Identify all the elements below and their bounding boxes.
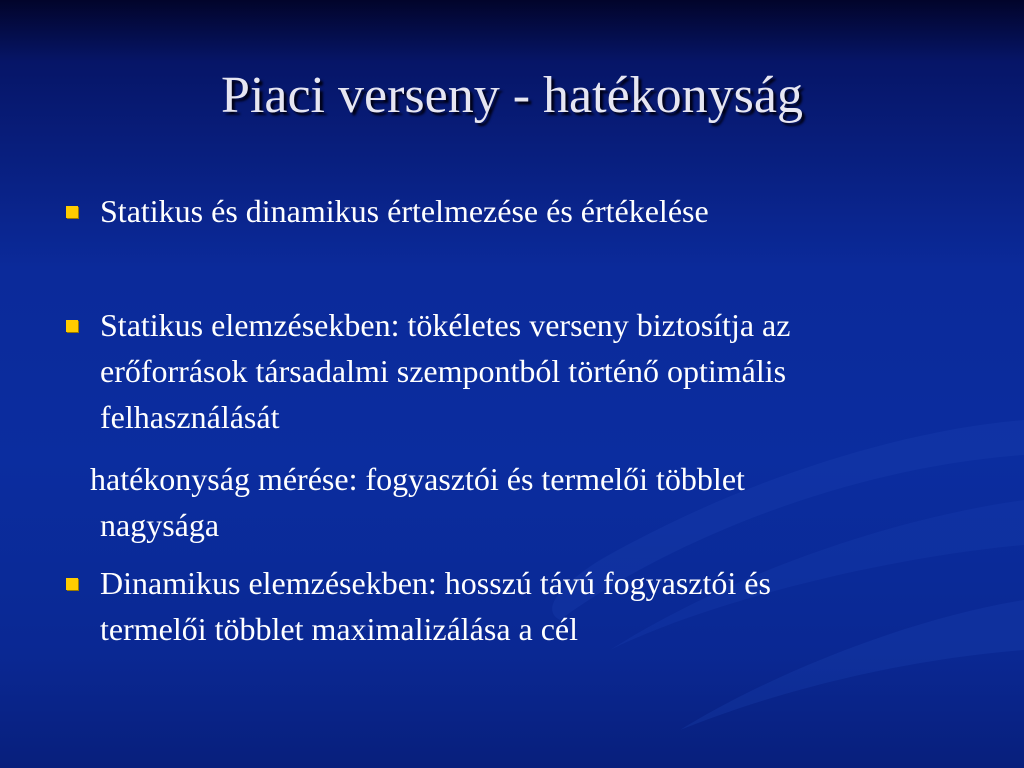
bullet-item-2 [100, 302, 960, 440]
bullet-1-line-1: Statikus és dinamikus értelmezése és értékelése [100, 193, 709, 229]
bullet-3-line-2: termelői többlet maximalizálása a cél [100, 611, 579, 647]
bullet-2-line-2: erőforrások társadalmi szempontból történő optimális [100, 353, 787, 389]
slide-title: Piaci verseny - hatékonyság [221, 67, 803, 124]
bullet-3-line-1: Dinamikus elemzésekben: hosszú távú fogyasztói és [100, 565, 771, 601]
bullet-square-icon [66, 206, 78, 218]
note-item [90, 456, 950, 548]
note-line-2: nagysága [100, 507, 220, 543]
bullet-item-1 [100, 188, 960, 234]
bullet-item-3 [100, 560, 960, 652]
bullet-square-icon [66, 578, 78, 590]
bullet-2-line-1: Statikus elemzésekben: tökéletes verseny biztosítja az [100, 307, 791, 343]
note-line-1: hatékonyság mérése: fogyasztói és termelői többlet [90, 461, 745, 497]
bullet-square-icon [66, 320, 78, 332]
bullet-2-line-3: felhasználását [100, 399, 280, 435]
